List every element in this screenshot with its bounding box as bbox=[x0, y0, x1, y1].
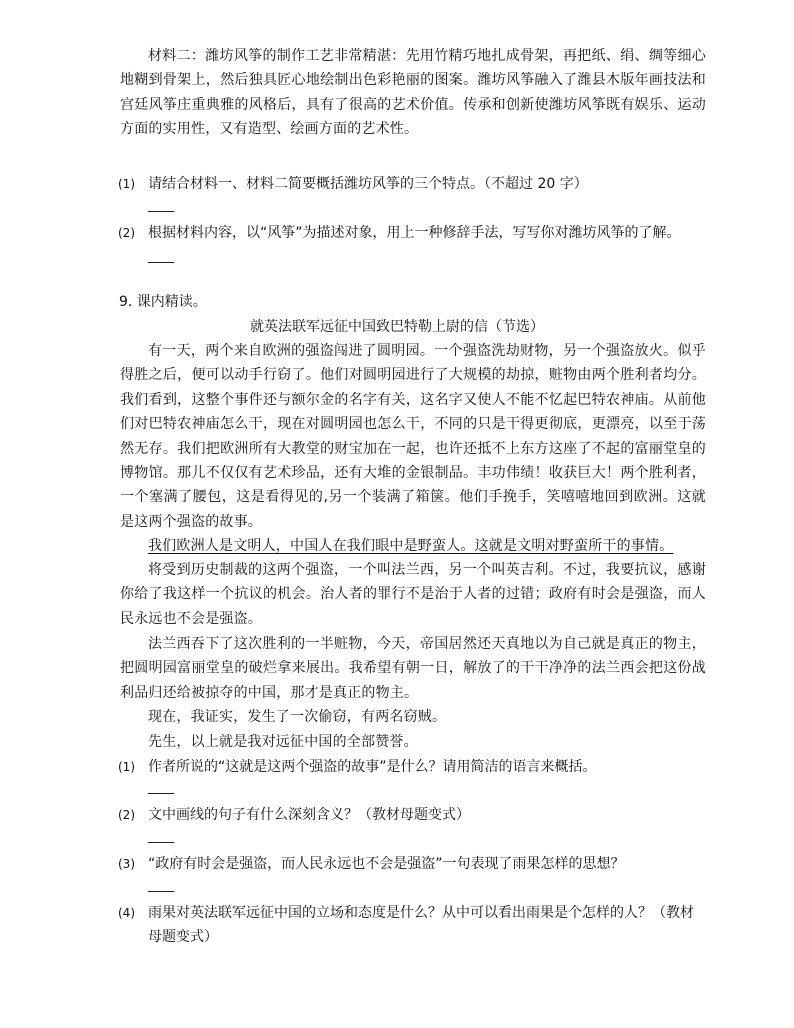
passage-title: 就英法联军远征中国致巴特勒上尉的信（节选） bbox=[250, 319, 544, 335]
q9-item-3-answer-line[interactable] bbox=[148, 891, 174, 892]
passage-paragraph-3: 将受到历史制裁的这两个强盗，一个叫法兰西，另一个叫英吉利。不过，我要抗议，感谢你给了我这样一个抗议的机会。治人者的罪行不是治于人者的过错；政府有时会是强盗，而人民永远也不会是强盗。 bbox=[120, 562, 706, 627]
q9-item-3-text: “政府有时会是强盗，而人民永远也不会是强盗”一句表现了雨果怎样的思想？ bbox=[148, 856, 625, 872]
passage-paragraph-2-underlined bbox=[120, 534, 706, 558]
q8-item-1-answer-line[interactable] bbox=[148, 211, 174, 212]
q8-item-1-text: 请结合材料一、材料二简要概括潍坊风筝的三个特点。（不超过 20 字） bbox=[148, 176, 588, 192]
material2-paragraph: 材料二：潍坊风筝的制作工艺非常精湛：先用竹精巧地扎成骨架，再把纸、绢、绸等细心地糊到骨架上，然后独具匠心地绘制出色彩艳丽的图案。潍坊风筝融入了潍县木版年画技法和宫廷风筝庄重典雅的风格后，具有了很高的艺术价值。传承和创新使潍坊风筝既有娱乐、运动方面的实用性，又有造型、绘画方面的艺术性。 bbox=[120, 48, 706, 138]
q8-item-2-number: (2) bbox=[118, 226, 135, 240]
q9-heading: 9. 课内精读。 bbox=[119, 294, 207, 310]
q9-item-1-answer-line[interactable] bbox=[148, 793, 174, 794]
q9-item-3-number: (3) bbox=[118, 857, 135, 871]
q9-item-4-number: (4) bbox=[118, 906, 135, 920]
q9-item-1-text: 作者所说的“这就是这两个强盗的故事”是什么？请用简洁的语言来概括。 bbox=[148, 759, 597, 775]
passage-paragraph-5: 现在，我证实，发生了一次偷窃，有两名窃贼。 bbox=[148, 709, 447, 725]
q8-item-2-text: 根据材料内容，以“风筝”为描述对象，用上一种修辞手法，写写你对潍坊风筝的了解。 bbox=[148, 225, 681, 241]
q8-item-1-number: (1) bbox=[118, 177, 135, 191]
passage-paragraph-1: 有一天，两个来自欧洲的强盗闯进了圆明园。一个强盗洗劫财物，另一个强盗放火。似乎得胜之后，便可以动手行窃了。他们对圆明园进行了大规模的劫掠，赃物由两个胜利者均分。我们看到，这整个事件还与额尔金的名字有关，这名字又使人不能不忆起巴特农神庙。从前他们对巴特农神庙怎么干，现在对圆明园也怎么干，不同的只是干得更彻底，更漂亮，以至于荡然无存。我们把欧洲所有大教堂的财宝加在一起，也许还抵不上东方这座了不起的富丽堂皇的博物馆。那儿不仅仅有艺术珍品，还有大堆的金银制品。丰功伟绩！收获巨大！两个胜利者，一个塞满了腰包，这是看得见的,另一个装满了箱箧。他们手挽手，笑嘻嘻地回到欧洲。这就是这两个强盗的故事。 bbox=[120, 343, 706, 530]
q8-item-2-answer-line[interactable] bbox=[148, 262, 174, 263]
q9-item-1-number: (1) bbox=[118, 760, 135, 774]
q9-item-2-answer-line[interactable] bbox=[148, 842, 174, 843]
q9-item-4-text: 雨果对英法联军远征中国的立场和态度是什么？从中可以看出雨果是个怎样的人？（教材母题变式） bbox=[148, 905, 694, 946]
underlined-sentence: 我们欧洲人是文明人，中国人在我们眼中是野蛮人。这就是文明对野蛮所干的事情。 bbox=[148, 538, 674, 554]
passage-paragraph-4: 法兰西吞下了这次胜利的一半赃物，今天，帝国居然还天真地以为自己就是真正的物主，把圆明园富丽堂皇的破烂拿来展出。我希望有朝一日，解放了的干干净净的法兰西会把这份战利品归还给被掠夺的中国，那才是真正的物主。 bbox=[120, 636, 706, 701]
q9-item-2-text: 文中画线的句子有什么深刻含义？（教材母题变式） bbox=[148, 807, 470, 823]
q9-item-2-number: (2) bbox=[118, 808, 135, 822]
passage-paragraph-6: 先生，以上就是我对远征中国的全部赞誉。 bbox=[148, 734, 418, 750]
